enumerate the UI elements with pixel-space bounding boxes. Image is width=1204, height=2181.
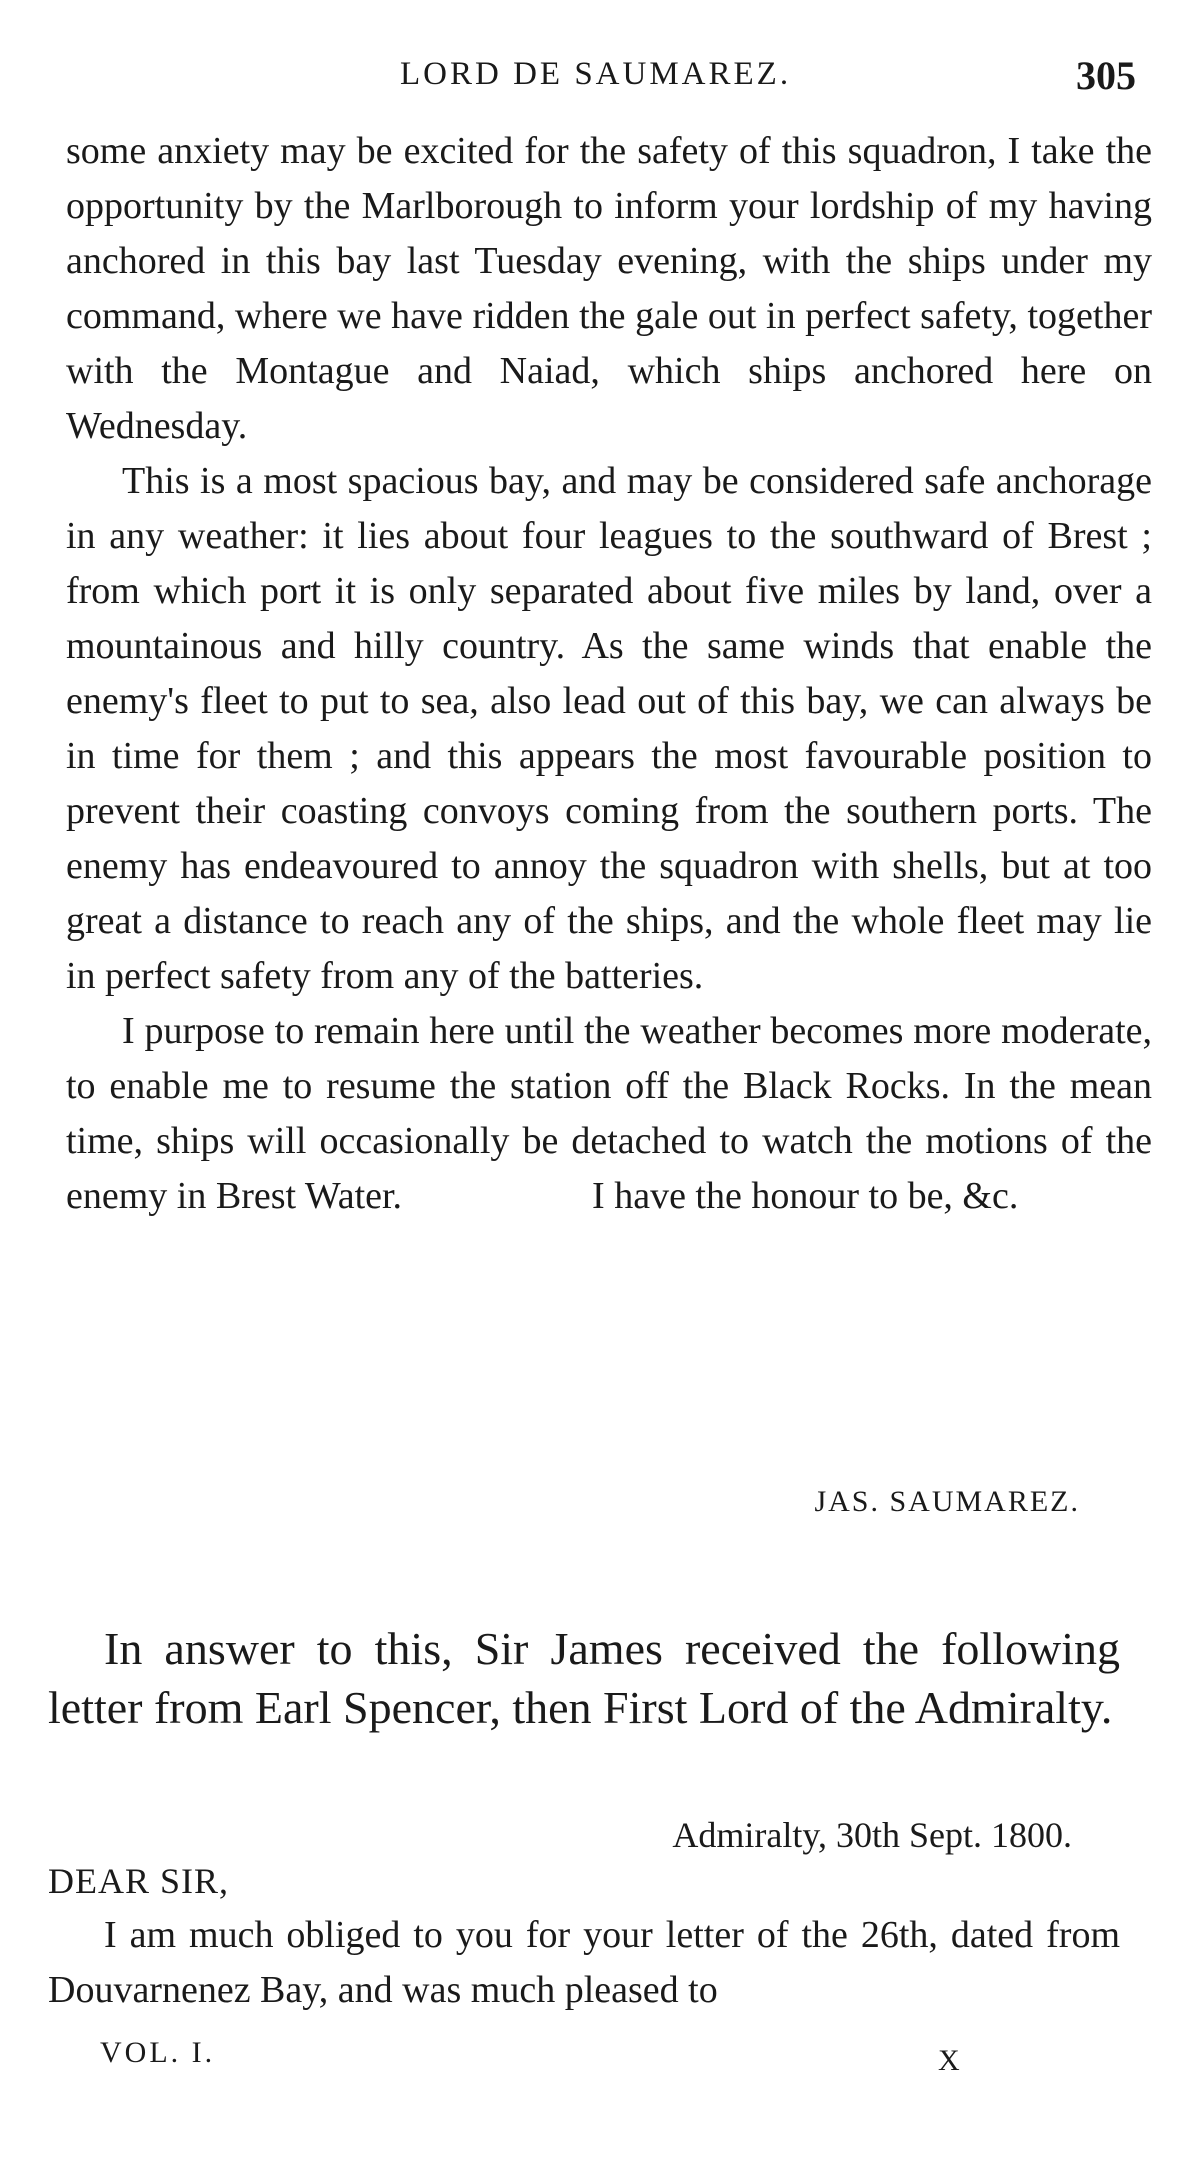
letter-paragraph: I am much obliged to you for your letter of the 26th, dated from Douvarnenez Bay, and was much pleased to — [48, 1914, 1120, 2011]
running-title: LORD DE SAUMAREZ. — [400, 56, 792, 92]
signature-mark: VOL. I. — [100, 2036, 216, 2069]
second-letter-body — [48, 1908, 1120, 2018]
letter-paragraph — [66, 1004, 1152, 1224]
running-head — [0, 53, 1204, 116]
narrative-paragraph: In answer to this, Sir James received the following letter from Earl Spencer, then First Lord of the Admiralty. — [48, 1623, 1120, 1733]
page-number: 305 — [1076, 53, 1136, 98]
catchword: X — [938, 2044, 960, 2077]
letter-body — [66, 124, 1152, 1224]
letter-paragraph-text: I purpose to remain here until the weather becomes more moderate, to enable me to resume the station off the Black Rocks. In the mean time, ships will occasionally be detached to watch the motions of the enemy in Brest Water. — [66, 1010, 1152, 1217]
letter-paragraph: some anxiety may be excited for the safety of this squadron, I take the opportunity by the Marlborough to inform your lordship of my having anchored in this bay last Tuesday evening, with the ships under my command, where we have ridden the gale out in perfect safety, together with the Montague and Naiad, which ships anchored here on Wednesday. — [66, 130, 1152, 447]
letter-paragraph: This is a most spacious bay, and may be considered safe anchorage in any weather: it lies about four leagues to the southward of Brest ; from which port it is only separated about five miles by land, over a mountainous and hilly country. As the same winds that enable the enemy's fleet to put to sea, also lead out of this bay, we can always be in time for them ; and this appears the most favourable position to prevent their coasting convoys coming from the southern ports. The enemy has endeavoured to annoy the squadron with shells, but at too great a distance to reach any of the ships, and the whole fleet may lie in perfect safety from any of the batteries. — [66, 460, 1152, 997]
letter-signature: JAS. SAUMAREZ. — [814, 1485, 1080, 1518]
letter-salutation: DEAR SIR, — [48, 1861, 230, 1901]
letter-dateline: Admiralty, 30th Sept. 1800. — [672, 1815, 1072, 1855]
closing-line: I have the honour to be, &c. — [592, 1175, 1019, 1217]
